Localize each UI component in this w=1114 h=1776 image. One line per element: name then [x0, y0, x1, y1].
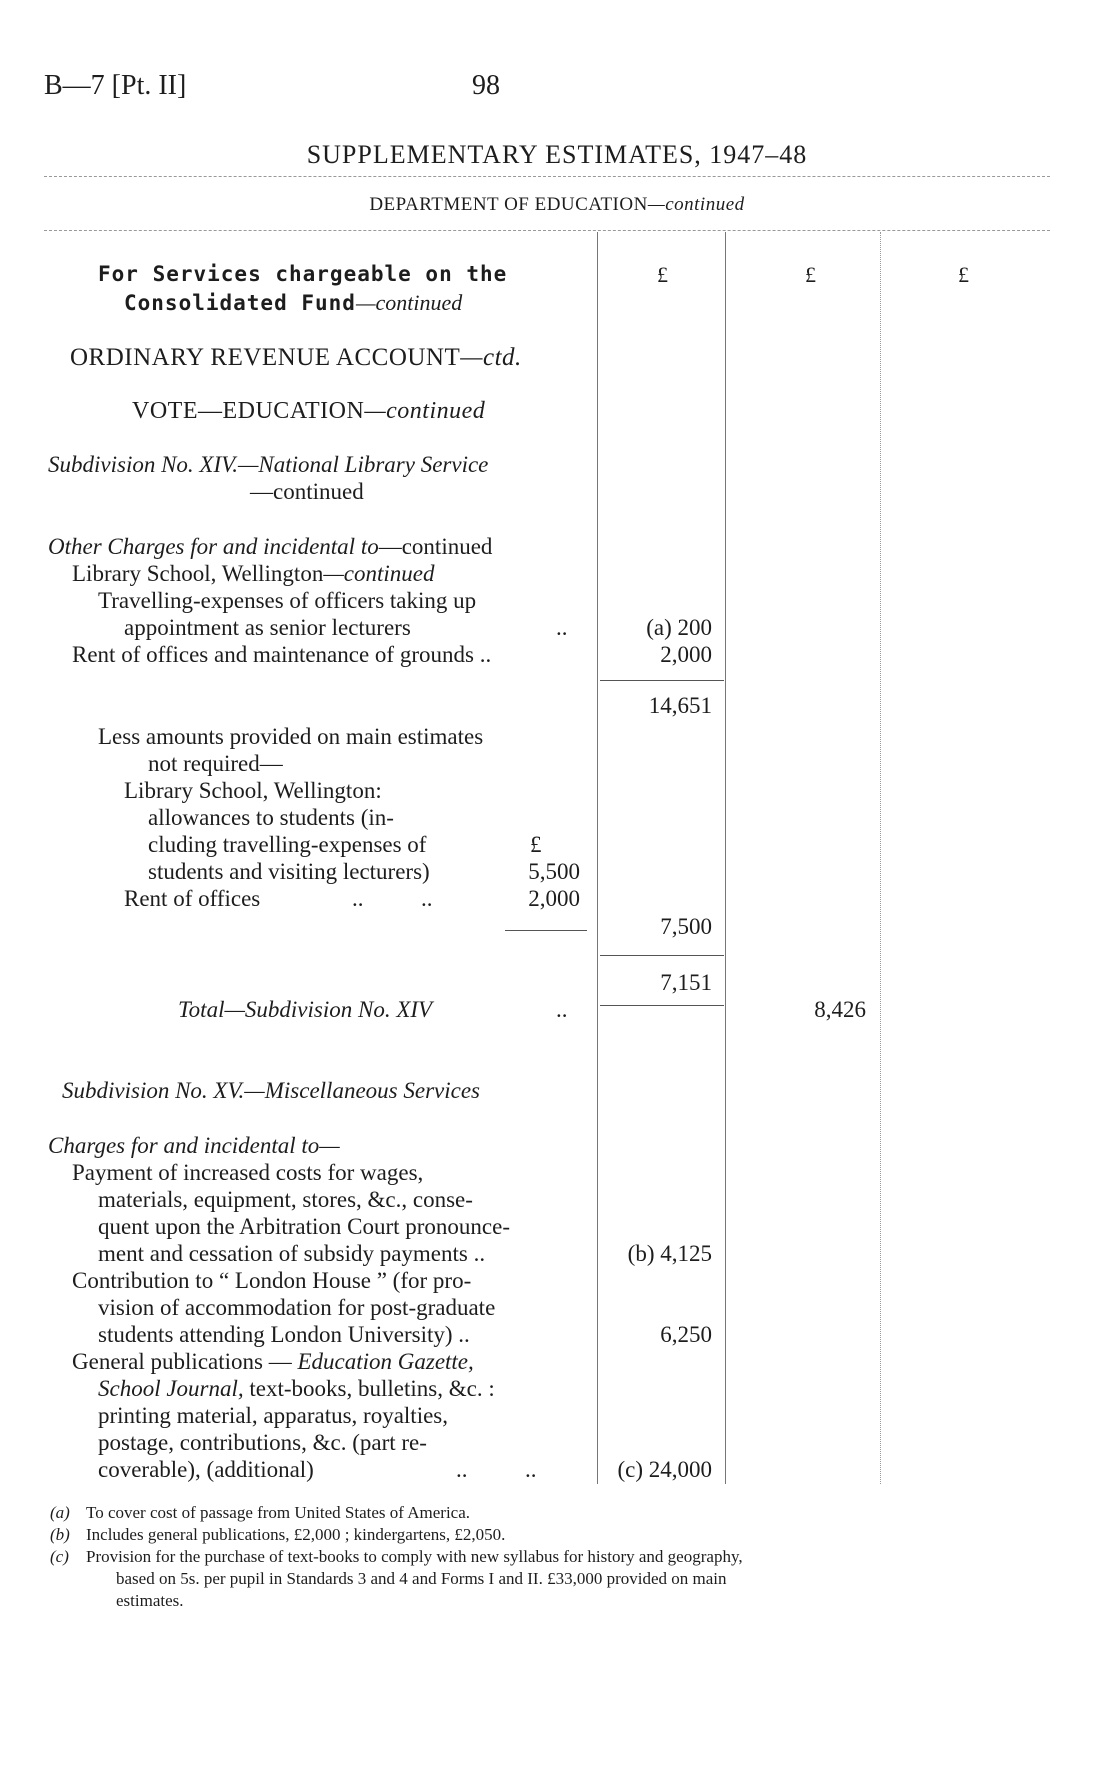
- column-2-currency: £: [805, 262, 816, 287]
- subdivision-14-continued: —continued: [250, 479, 364, 504]
- subtotal-amount: 14,651: [648, 693, 712, 718]
- column-divider-1: [597, 232, 598, 1484]
- subdivision-14-heading: Subdivision No. XIV.—National Library Service: [48, 452, 489, 477]
- column-divider-2: [725, 232, 726, 1484]
- less-rent-dots: .. ..: [352, 886, 433, 911]
- less-line2: not required—: [148, 751, 283, 776]
- payment-amount: (b) 4,125: [627, 1241, 712, 1266]
- other-charges-heading: Other Charges for and incidental to—continued: [48, 534, 493, 559]
- column-3-currency: £: [958, 262, 969, 287]
- department-heading: DEPARTMENT OF EDUCATION—continued: [369, 194, 745, 215]
- page-number: 98: [472, 70, 500, 101]
- subdivision-15-heading: Subdivision No. XV.—Miscellaneous Services: [62, 1078, 480, 1103]
- contribution-line3: students attending London University) ..: [98, 1322, 470, 1347]
- footnote-c-text-line2: based on 5s. per pupil in Standards 3 and 4 and Forms I and II. £33,000 provided on main: [116, 1569, 727, 1588]
- footnote-b-mark: (b): [50, 1525, 70, 1544]
- less-line3: Library School, Wellington:: [124, 778, 382, 803]
- rent-maintenance-amount: 2,000: [660, 642, 712, 667]
- less-total-amount: 7,500: [660, 914, 712, 939]
- account-heading: ORDINARY REVENUE ACCOUNT—ctd.: [70, 344, 522, 371]
- column-divider-3: [880, 232, 881, 1484]
- subtotal-rule: [600, 680, 724, 681]
- column-1-currency: £: [657, 262, 668, 287]
- general-line1: General publications — Education Gazette,: [72, 1349, 474, 1374]
- document-reference: B—7 [Pt. II]: [44, 70, 187, 101]
- travelling-expenses-line2: appointment as senior lecturers: [124, 615, 411, 640]
- subdivision-14-total-dots: ..: [556, 997, 568, 1022]
- services-heading-line2: Consolidated Fund—continued: [124, 290, 463, 315]
- net-rule: [600, 955, 724, 956]
- travelling-expenses-dots: ..: [556, 615, 568, 640]
- less-sum-rule: [505, 930, 587, 931]
- footnote-a-mark: (a): [50, 1503, 70, 1522]
- footnote-b-text: Includes general publications, £2,000 ; kindergartens, £2,050.: [86, 1525, 506, 1544]
- page-title: SUPPLEMENTARY ESTIMATES, 1947–48: [306, 140, 808, 169]
- title-rule: [44, 176, 1050, 177]
- travelling-expenses-amount: (a) 200: [646, 615, 712, 640]
- less-line6: students and visiting lecturers): [148, 859, 430, 884]
- less-amount-1: 5,500: [528, 859, 580, 884]
- general-amount: (c) 24,000: [617, 1457, 712, 1482]
- less-pound-sign: £: [530, 832, 542, 857]
- general-line4: postage, contributions, &c. (part re-: [98, 1430, 427, 1455]
- payment-line2: materials, equipment, stores, &c., conse-: [98, 1187, 473, 1212]
- subdivision-14-total-amount: 8,426: [814, 997, 866, 1022]
- general-dots: .. ..: [456, 1457, 537, 1482]
- subdivision-14-total-label: Total—Subdivision No. XIV: [178, 997, 433, 1022]
- less-amount-2: 2,000: [528, 886, 580, 911]
- library-school-heading: Library School, Wellington—continued: [72, 561, 435, 586]
- less-line1: Less amounts provided on main estimates: [98, 724, 484, 749]
- department-rule: [44, 230, 1050, 231]
- services-heading-line1: For Services chargeable on the: [98, 262, 508, 286]
- less-line5: cluding travelling-expenses of: [148, 832, 427, 857]
- subdivision-14-net-amount: 7,151: [660, 970, 712, 995]
- payment-line4: ment and cessation of subsidy payments ..: [98, 1241, 486, 1266]
- footnote-c-text-line1: Provision for the purchase of text-books to comply with new syllabus for history and geography,: [86, 1547, 743, 1566]
- general-line3: printing material, apparatus, royalties,: [98, 1403, 448, 1428]
- rent-maintenance-line: Rent of offices and maintenance of grounds ..: [72, 642, 492, 667]
- total-rule: [600, 1005, 724, 1006]
- footnote-a-text: To cover cost of passage from United States of America.: [86, 1503, 471, 1522]
- contribution-line2: vision of accommodation for post-graduate: [98, 1295, 496, 1320]
- less-rent-label: Rent of offices: [124, 886, 261, 911]
- payment-line1: Payment of increased costs for wages,: [72, 1160, 424, 1185]
- footnote-c-text-line3: estimates.: [116, 1591, 184, 1610]
- payment-line3: quent upon the Arbitration Court pronounce-: [98, 1214, 511, 1239]
- general-line2: School Journal, text-books, bulletins, &c. :: [98, 1376, 495, 1401]
- vote-heading: VOTE—EDUCATION—continued: [132, 398, 486, 424]
- travelling-expenses-line1: Travelling-expenses of officers taking up: [98, 588, 477, 613]
- footnote-c-mark: (c): [50, 1547, 69, 1566]
- contribution-amount: 6,250: [660, 1322, 712, 1347]
- less-line4: allowances to students (in-: [148, 805, 394, 830]
- charges-heading: Charges for and incidental to—: [48, 1133, 340, 1158]
- contribution-line1: Contribution to “ London House ” (for pro-: [72, 1268, 472, 1293]
- general-line5: coverable), (additional): [98, 1457, 314, 1482]
